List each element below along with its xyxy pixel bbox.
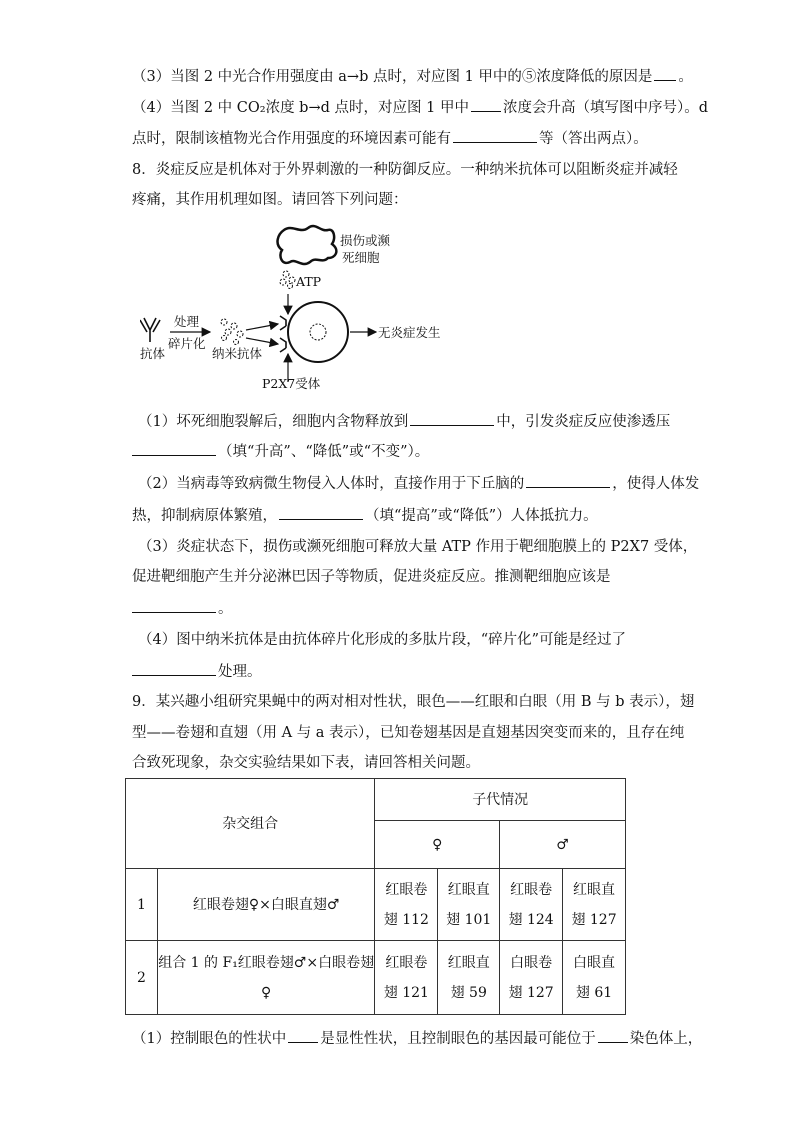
offspring-cell: 红眼卷 翅 121 bbox=[375, 941, 438, 1015]
answer-blank[interactable] bbox=[598, 1028, 628, 1043]
q8-part3-line2: 促进靶细胞产生并分泌淋巴因子等物质，促进炎症反应。推测靶细胞应该是 bbox=[132, 569, 611, 585]
answer-blank[interactable] bbox=[132, 661, 216, 676]
q8-part3-line1: （3）炎症状态下，损伤或濒死细胞可释放大量 ATP 作用于靶细胞膜上的 P2X7 受体， bbox=[138, 539, 698, 555]
q9-part1: （1）控制眼色的性状中 是显性性状，且控制眼色的基因最可能位于 染色体上， bbox=[132, 1028, 702, 1049]
cross-cell: 红眼卷翅♀×白眼直翅♂ bbox=[157, 869, 374, 941]
atp-particles bbox=[280, 271, 295, 289]
offspring-cell: 红眼直 翅 101 bbox=[438, 869, 500, 941]
receptor-label: P2X7受体 bbox=[262, 376, 321, 390]
process-label: 处理 bbox=[174, 314, 200, 329]
answer-blank[interactable] bbox=[132, 441, 216, 456]
answer-blank[interactable] bbox=[279, 505, 363, 520]
row-id: 2 bbox=[126, 941, 158, 1015]
q9-intro-line1: 9．某兴趣小组研究果蝇中的两对相对性状，眼色——红眼和白眼（用 B 与 b 表示），翅 bbox=[132, 694, 695, 710]
answer-blank[interactable] bbox=[471, 97, 501, 112]
dead-cell-label: 损伤或濒 bbox=[340, 233, 391, 248]
q8-intro-line2: 疼痛，其作用机理如图。请回答下列问题： bbox=[132, 192, 408, 208]
q9-intro-line2: 型——卷翅和直翅（用 A 与 a 表示），已知卷翅基因是直翅基因突变而来的，且存在纯 bbox=[132, 725, 685, 741]
cross-cell: 组合 1 的 F₁红眼卷翅♂×白眼卷翅 ♀ bbox=[157, 941, 374, 1015]
nanobody-label: 纳米抗体 bbox=[212, 346, 263, 361]
q8-intro-line1: 8．炎症反应是机体对于外界刺激的一种防御反应。一种纳米抗体可以阻断炎症并减轻 bbox=[132, 162, 678, 178]
antibody-label: 抗体 bbox=[140, 346, 166, 361]
table-row bbox=[126, 941, 626, 1015]
header-male: ♂ bbox=[500, 821, 626, 869]
offspring-cell: 红眼卷 翅 124 bbox=[500, 869, 563, 941]
atp-label: ATP bbox=[296, 274, 322, 289]
header-female: ♀ bbox=[375, 821, 500, 869]
row-id: 1 bbox=[126, 869, 158, 941]
offspring-cell: 红眼直 翅 59 bbox=[438, 941, 500, 1015]
answer-blank[interactable] bbox=[526, 473, 610, 488]
offspring-cell: 白眼直 翅 61 bbox=[563, 941, 626, 1015]
q8-part2-line1: （2）当病毒等致病微生物侵入人体时，直接作用于下丘脑的 ，使得人体发 bbox=[138, 473, 699, 494]
p2x7-receptor-top bbox=[280, 316, 286, 330]
header-offspring: 子代情况 bbox=[375, 779, 626, 821]
dead-cell-label-2: 死细胞 bbox=[342, 250, 380, 265]
table-row bbox=[126, 869, 626, 941]
answer-blank[interactable] bbox=[410, 411, 494, 426]
p2x7-receptor-bottom bbox=[280, 338, 286, 352]
nanobody-mechanism-diagram bbox=[140, 222, 480, 390]
q7-part4-line1: （4）当图 2 中 CO₂浓度 b→d 点时，对应图 1 甲中 浓度会升高（填写图中序号）。d bbox=[132, 97, 708, 118]
answer-blank[interactable] bbox=[132, 598, 216, 613]
q7-part3: （3）当图 2 中光合作用强度由 a→b 点时，对应图 1 甲中的⑤浓度降低的原因是 。 bbox=[132, 66, 693, 87]
offspring-cell: 红眼卷 翅 112 bbox=[375, 869, 438, 941]
nanobody-fragments bbox=[221, 319, 243, 345]
target-cell bbox=[288, 302, 348, 362]
damaged-cell-shape bbox=[278, 226, 337, 264]
answer-blank[interactable] bbox=[654, 66, 676, 81]
q8-part2-line2: 热，抑制病原体繁殖， （填“提高”或“降低”）人体抵抗力。 bbox=[132, 505, 598, 526]
offspring-cell: 红眼直 翅 127 bbox=[563, 869, 626, 941]
answer-blank[interactable] bbox=[453, 128, 537, 143]
q8-part3-line3: 。 bbox=[132, 598, 233, 619]
answer-blank[interactable] bbox=[288, 1028, 318, 1043]
fragment-label: 碎片化 bbox=[168, 336, 206, 351]
target-cell-nucleus bbox=[310, 324, 326, 340]
q8-part1-line2: （填“升高”、“降低”或“不变”）。 bbox=[132, 441, 429, 462]
q8-part4-line2: 处理。 bbox=[132, 661, 262, 682]
header-cross: 杂交组合 bbox=[126, 779, 375, 869]
q8-part4-line1: （4）图中纳米抗体是由抗体碎片化形成的多肽片段，“碎片化”可能是经过了 bbox=[138, 632, 627, 648]
antibody-icon bbox=[140, 318, 160, 342]
result-label: 无炎症发生 bbox=[378, 325, 441, 340]
q8-part1-line1: （1）坏死细胞裂解后，细胞内含物释放到 中，引发炎症反应使渗透压 bbox=[138, 411, 670, 432]
q7-part4-line2: 点时，限制该植物光合作用强度的环境因素可能有 等（答出两点）。 bbox=[132, 128, 648, 149]
offspring-cell: 白眼卷 翅 127 bbox=[500, 941, 563, 1015]
cross-results-table bbox=[125, 778, 626, 1015]
q9-intro-line3: 合致死现象，杂交实验结果如下表，请回答相关问题。 bbox=[132, 755, 480, 771]
